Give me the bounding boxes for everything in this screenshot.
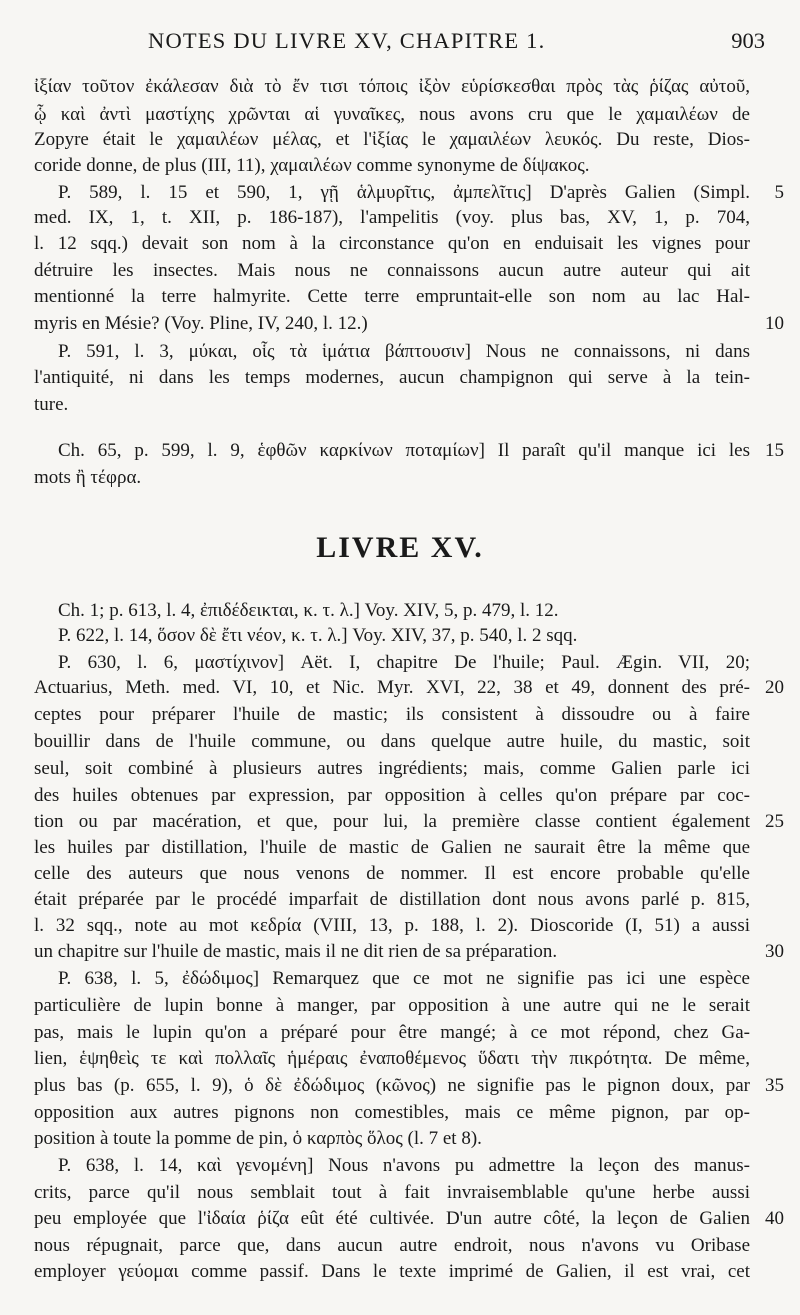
line-number: 20 (765, 677, 784, 698)
line-number: 5 (774, 182, 784, 203)
text-line: employer γεύομαι comme passif. Dans le texte imprimé de Galien, il est vrai, cet (34, 1261, 750, 1282)
text-line: était préparée par le procédé imparfait de distillation dont nous avons parlé p. 815, (34, 889, 750, 910)
line-number: 35 (765, 1075, 784, 1096)
line-number: 10 (765, 313, 784, 334)
line-number: 15 (765, 440, 784, 461)
text-line: P. 638, l. 5, ἐδώδιμος] Remarquez que ce mot ne signifie pas ici une espèce (58, 968, 750, 989)
text-line: seul, soit combiné à plusieurs autres ingrédients; mais, comme Galien parle ici (34, 758, 750, 779)
header-title: NOTES DU LIVRE XV, CHAPITRE 1. (148, 28, 546, 53)
text-line: celle des auteurs que nous venons de nommer. Il est encore probable qu'elle (34, 863, 750, 884)
text-line: Ch. 65, p. 599, l. 9, ἑφθῶν καρκίνων ποταμίων] Il paraît qu'il manque ici les (58, 440, 750, 461)
text-line: particulière de lupin bonne à manger, par opposition à une autre qui ne le serait (34, 995, 750, 1016)
text-line: myris en Mésie? (Voy. Pline, IV, 240, l. 12.) (34, 313, 368, 334)
section-title: LIVRE XV. (316, 531, 484, 564)
text-line: Actuarius, Meth. med. VI, 10, et Nic. Myr. XVI, 22, 38 et 49, donnent des pré- (34, 677, 750, 698)
text-line: ceptes pour préparer l'huile de mastic; ils consistent à dissoudre ou à faire (34, 704, 750, 725)
text-line: coride donne, de plus (III, 11), χαμαιλέων comme synonyme de δίψακος. (34, 155, 590, 176)
text-line: P. 638, l. 14, καὶ γενομένη] Nous n'avons pu admettre la leçon des manus- (58, 1155, 750, 1176)
text-line: position à toute la pomme de pin, ὁ καρπὸς ὅλος (l. 7 et 8). (34, 1128, 482, 1149)
text-line: P. 622, l. 14, ὅσον δὲ ἔτι νέον, κ. τ. λ.] Voy. XIV, 37, p. 540, l. 2 sqq. (58, 625, 578, 646)
text-line: Zopyre était le χαμαιλέων μέλας, et l'ἰξίας le χαμαιλέων λευκός. Du reste, Dios- (34, 129, 750, 150)
text-line: ᾧ καὶ ἀντὶ μαστίχης χρῶνται αἱ γυναῖκες, nous avons cru que le χαμαιλέων de (34, 104, 750, 125)
text-line: peu employée que l'ἰδαία ῥίζα eût été cultivée. D'un autre côté, la leçon de Galien (34, 1208, 750, 1229)
line-number: 40 (765, 1208, 784, 1229)
text-line: les huiles par distillation, l'huile de mastic de Galien ne saurait être la même que (34, 837, 750, 858)
text-line: crits, parce qu'il nous semblait tout à fait invraisemblable qu'une herbe aussi (34, 1182, 750, 1203)
text-line: P. 630, l. 6, μαστίχινον] Aët. I, chapitre De l'huile; Paul. Ægin. VII, 20; (58, 652, 750, 673)
text-line: pas, mais le lupin qu'on a préparé pour être mangé; à ce mot répond, chez Ga- (34, 1022, 750, 1043)
text-line: med. IX, 1, t. XII, p. 186-187), l'ampelitis (voy. plus bas, XV, 1, p. 704, (34, 207, 750, 228)
text-line: des huiles obtenues par expression, par opposition à celles qu'on prépare par coc- (34, 785, 750, 806)
text-line: mots ἢ τέφρα. (34, 467, 142, 488)
text-line: l. 12 sqq.) devait son nom à la circonstance qu'on en enduisait les vignes pour (34, 233, 750, 254)
text-line: l. 32 sqq., note au mot κεδρία (VIII, 13, p. 188, l. 2). Dioscoride (I, 51) a aussi (34, 915, 750, 936)
text-line: P. 589, l. 15 et 590, 1, γῇ ἁλμυρῖτις, ἀμπελῖτις] D'après Galien (Simpl. (58, 182, 750, 203)
text-line: ture. (34, 394, 69, 415)
text-line: P. 591, l. 3, μύκαι, οἷς τὰ ἱμάτια βάπτουσιν] Nous ne connaissons, ni dans (58, 341, 750, 362)
text-line: opposition aux autres pignons non comestibles, mais ce même pignon, par op- (34, 1102, 750, 1123)
text-line: nous répugnait, parce que, dans aucun autre endroit, nous n'avons vu Oribase (34, 1235, 750, 1256)
running-header (0, 28, 800, 60)
text-line: plus bas (p. 655, l. 9), ὁ δὲ ἐδώδιμος (κῶνος) ne signifie pas le pignon doux, par (34, 1075, 750, 1096)
text-line: un chapitre sur l'huile de mastic, mais il ne dit rien de sa préparation. (34, 941, 558, 962)
text-line: bouillir dans de l'huile commune, ou dans quelque autre huile, du mastic, soit (34, 731, 750, 752)
line-number: 30 (765, 941, 784, 962)
text-line: lien, ἑψηθεὶς τε καὶ πολλαῖς ἡμέραις ἐναποθέμενος ὕδατι τὴν πικρότητα. De même, (34, 1048, 750, 1069)
text-line: ἰξίαν τοῦτον ἐκάλεσαν διὰ τὸ ἔν τισι τόποις ἰξὸν εὑρίσκεσθαι πρὸς τὰς ῥίζας αὐτοῦ, (34, 76, 750, 97)
text-line: l'antiquité, ni dans les temps modernes, aucun champignon qui serve à la tein- (34, 367, 750, 388)
line-number: 25 (765, 811, 784, 832)
text-line: détruire les insectes. Mais nous ne connaissons aucun autre auteur qui ait (34, 260, 750, 281)
page-number: 903 (731, 28, 765, 53)
text-line: Ch. 1; p. 613, l. 4, ἐπιδέδεικται, κ. τ. λ.] Voy. XIV, 5, p. 479, l. 12. (58, 600, 559, 621)
text-line: mentionné la terre halmyrite. Cette terre empruntait-elle son nom au lac Hal- (34, 286, 750, 307)
text-line: tion ou par macération, et que, pour lui, la première classe contient également (34, 811, 750, 832)
